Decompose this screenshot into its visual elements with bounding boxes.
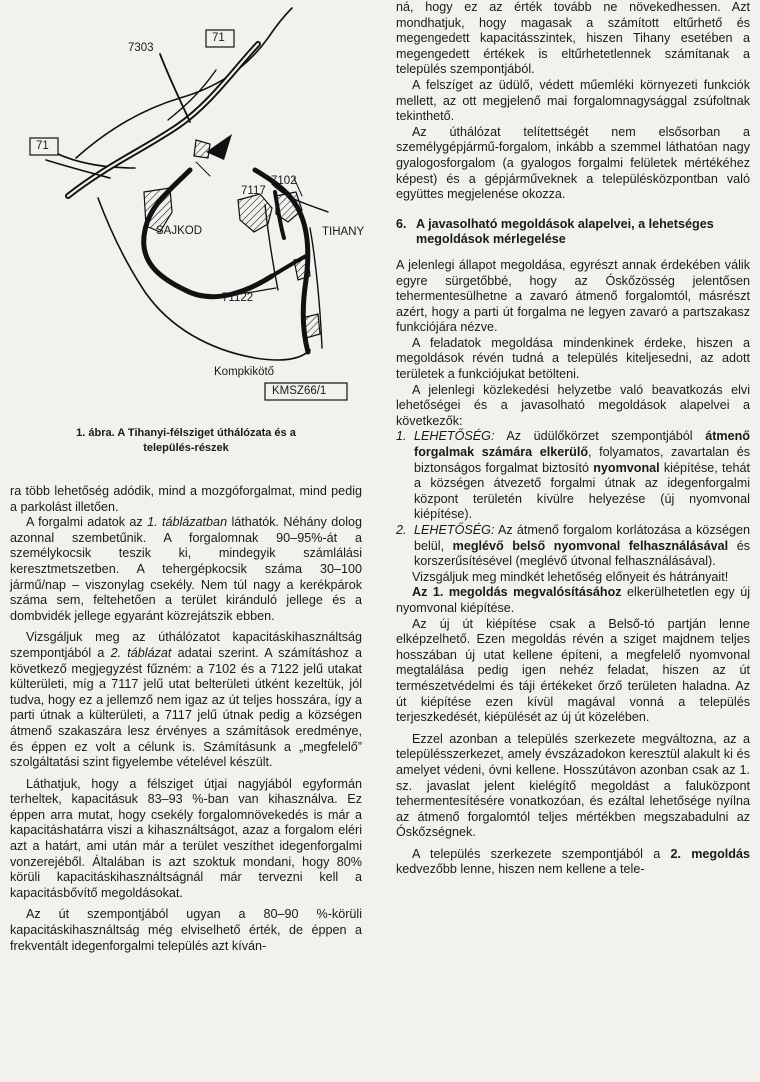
label-sajkod: SAJKOD (156, 225, 203, 237)
left-column (10, 0, 365, 954)
list-item (396, 429, 750, 523)
paragraph: Az út szempontjából ugyan a 80–90 %-körüli kapacitáskihasználtság még elviselhető érték, de éppen a frekventált idegenforgalmi település azt kíván- (10, 907, 362, 953)
section-title: A javasolható megoldások alapelvei, a lehetséges megoldások mérlegelése (416, 216, 714, 247)
paragraph: Vizsgáljuk meg mindkét lehetőség előnyeit és hátrányait! (412, 569, 729, 584)
label-road-7102: 7102 (271, 175, 297, 187)
label-road-71-left: 71 (36, 140, 49, 152)
paragraph: Vizsgáljuk meg az úthálózatot kapacitáskihasználtság szempontjából a 2. táblázat adatai szerint. A számításhoz a következő megjegyzést fűzném: a 7102 és a 7122 jelű utakat külterületi, míg a 7117 jelű utat belterületi útként kezeltük, jól tudva, hogy ez a jellemző nem igaz az út teljes hosszára, így a parti útnak a külterületi, a 7117 jelű útnak pedig a községen átmenő szakaszára lesz érvényes a számítások eredménye, és éppen ez volt a célunk is. Számításunk a „megfelelő” szolgáltatási szint figyelembe vételével készült. (10, 630, 362, 770)
paragraph: A forgalmi adatok az 1. táblázatban láthatók. Néhány dolog azonnal szembetűnik. A forgalomnak 90–95%-át a személykocsik teszik ki, mindegyik számlálási keresztmetszetben. A tehergépkocsik száma 30–100 jármű/nap – viszonylag csekély. Nem túl nagy a kerékpárok száma sem, feltehetően a terület kiránduló jellege és a dombvidék jellege egyaránt közrejátszik ebben. (10, 515, 363, 623)
paragraph: A felszíget az üdülő, védett műemléki környezeti funkciók mellett, az ott megjelenő mai forgalomnagysággal zsúfoltnak tekinthető. (396, 77, 750, 124)
right-column (396, 0, 750, 878)
list-text: LEHETŐSÉG: Az átmenő forgalom korlátozása a községen belül, meglévő belső nyomvonal felhasználásával és korszerűsítésével (meglévő útvonal felhasználásával). (414, 523, 750, 569)
list-number: 1. (396, 429, 407, 444)
list-text: LEHETŐSÉG: Az üdülőkörzet szempontjából átmenő forgalmak számára elkerülő, folyamatos, zavartalan és biztonságos forgalmat biztosító nyomvonal kiépítése, tehát a községen átvezető forgalmi útnak az idegenforgalmi központ területén kívülre helyezése (új nyomvonal kiépítése). (414, 429, 750, 522)
label-stamp: KMSZ66/1 (272, 385, 327, 397)
list-number: 2. (396, 523, 407, 537)
tihany-road-map (10, 0, 365, 420)
label-tihany: TIHANY (322, 226, 365, 238)
paragraph: Ezzel azonban a település szerkezete megváltozna, az a településszerkezet, amely évszázadokon keresztül alakult ki és amelyet védeni, óvni kellene. Hosszútávon azonban csak az 1. sz. javaslat jelent kielégítő megoldást a faluközpont tehermentesítésére vonatkozóan, és ezáltal lehetősége nyílna az átmenő forgalomtól teljes mértékben megszabadulni az Óskőzségnek. (396, 731, 750, 840)
paragraph: A jelenlegi állapot megoldása, egyrészt annak érdekében válik egyre sürgetőbbé, hogy az Óskőzösség jelentősen tehermentesülhetne a zavaró átmenő forgalomtól, másrészt azért, hogy a parti út forgalma ne legyen zavaró a partszakasz funkciójára nézve. (396, 257, 750, 335)
caption-line-2: település-részek (143, 442, 229, 454)
label-kompkikoto: Kompkikötő (214, 366, 275, 378)
section-heading (396, 217, 750, 248)
section-number: 6. (396, 216, 407, 231)
label-road-7117: 7117 (241, 185, 266, 197)
paragraph: A feladatok megoldása mindenkinek érdeke, hiszen a megoldások révén tudná a település kiteljesedni, az adott területek a funkciójukat betölteni. (396, 335, 750, 382)
paragraph: Az új út kiépítése csak a Belső-tó partján lenne elképzelhető. Ezen megoldás révén a sziget majdnem teljes hosszában új utat kellene építeni, a megfelelő nyomvonal megtalálása pedig igen nehéz feladat, hiszen az út természetvédelmi és táji értékeket őrző területen haladna. Az út kiépítése ezen kívül magával vonná a település terjeszkedését, kiépülését az új út közelében. (396, 616, 750, 725)
label-road-71-top: 71 (212, 32, 225, 44)
paragraph: ra több lehetőség adódik, mind a mozgóforgalmat, mind pedig a parkolást illetően. (10, 484, 362, 514)
paragraph: Az 1. megoldás megvalósításához elkerülhetetlen egy új nyomvonal kiépítése. (396, 585, 750, 615)
paragraph: A település szerkezete szempontjából a 2. megoldás kedvezőbb lenne, hiszen nem kellene a tele- (396, 846, 750, 877)
paragraph: Láthatjuk, hogy a félsziget útjai nagyjából egyformán terheltek, kapacitásuk 83–93 %-ban van kihasználva. Ez éppen arra mutat, hogy csekély forgalomnövekedés is már a kapacitáshatárra viszi a kihasználtságot, azaz a forgalom eléri azt a határt, ami után már a terület veszíthet idegenforgalmi vonzerejéből. Általában is azt szoktuk mondani, hogy 80% körüli kapacitáskihasználtságnál már tervezni kell a kapacitásbővítő megoldásokat. (10, 776, 362, 900)
paragraph: A jelenlegi közlekedési helyzetbe való beavatkozás elvi lehetőségei és a javasolható megoldások alapelvei a következők: (396, 382, 750, 428)
paragraph: ná, hogy ez az érték tovább ne növekedhessen. Azt mondhatjuk, hogy magasak a számított eltűrhető és megengedett kapacitásszintek, hiszen Tihany esetében a megengedett értékek is eltűrhetetlennek számítanak a település szempontjából. (396, 0, 750, 77)
paragraph: Az úthálózat telítettségét nem elsősorban a személygépjármű-forgalom, inkább a szemmel láthatóan nagy gyalogosforgalom (a gyalogos forgalmi felületek mértékéhez képest) és a gépjárműveknek a településközpontban való együttes megjelenése okozza. (396, 124, 750, 202)
label-road-7303: 7303 (128, 42, 154, 54)
figure-map (10, 0, 365, 420)
list-item (396, 523, 750, 570)
label-road-71122: 71122 (222, 292, 254, 304)
figure-caption (10, 426, 362, 456)
caption-line-1: 1. ábra. A Tihanyi-félsziget úthálózata és a (76, 427, 296, 439)
